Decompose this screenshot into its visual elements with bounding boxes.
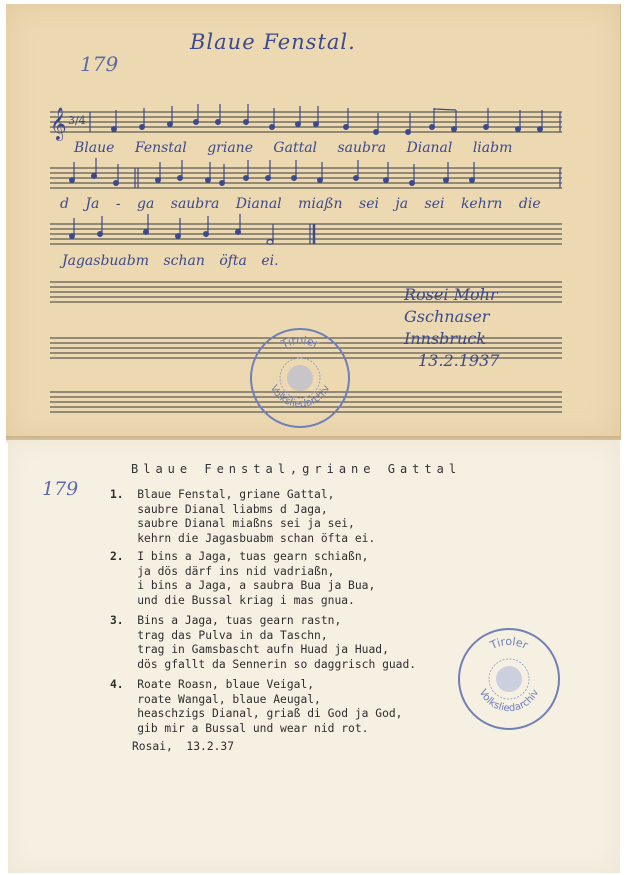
verse-line: ja dös därf ins nid vadriaßn, bbox=[137, 564, 335, 578]
verse-line: saubre Dianal liabms d Jaga, bbox=[137, 502, 328, 516]
stamp-eagle-icon bbox=[460, 630, 558, 728]
verse-line: trag in Gamsbascht aufn Huad ja Huad, bbox=[137, 643, 389, 657]
verse-number: 1. bbox=[110, 488, 124, 501]
typed-title: Blaue Fenstal,griane Gattal bbox=[131, 462, 462, 476]
signature-line-1: Rosei Mohr bbox=[404, 285, 498, 304]
lyrics-line-1: Blaue Fenstal griane Gattal saubra Dianal liabm bbox=[74, 140, 513, 156]
catalog-number-handwritten-bottom: 179 bbox=[42, 478, 79, 500]
stamp-text-bottom: Volksliedarchiv bbox=[267, 383, 333, 411]
signature-line-2: Gschnaser bbox=[404, 307, 490, 326]
verse-line: roate Wangal, blaue Aeugal, bbox=[137, 692, 321, 706]
verse-line: Blaue Fenstal, griane Gattal, bbox=[137, 488, 335, 501]
verse-line: saubre Dianal miaßns sei ja sei, bbox=[137, 517, 355, 531]
svg-text:Tiroler bbox=[487, 635, 530, 652]
archive-stamp-top bbox=[250, 328, 350, 428]
typed-closing-date: Rosai, 13.2.37 bbox=[132, 740, 235, 753]
archive-stamp-bottom bbox=[458, 628, 560, 730]
lyrics-line-3: Jagasbuabm schan öfta ei. bbox=[62, 253, 279, 269]
notes-staff-1 bbox=[90, 104, 560, 134]
verse-4 bbox=[110, 678, 402, 736]
verse-line: i bins a Jaga, a saubra Bua ja Bua, bbox=[137, 579, 376, 593]
verse-line: Bins a Jaga, tuas gearn rastn, bbox=[137, 614, 342, 627]
signature-line-3: Innsbruck bbox=[404, 329, 486, 348]
stamp-eagle-icon bbox=[252, 330, 348, 426]
stamp-text-bottom: Volksliedarchiv bbox=[476, 687, 542, 715]
handwritten-title: Blaue Fenstal. bbox=[190, 30, 356, 54]
catalog-number-handwritten: 179 bbox=[80, 52, 119, 76]
verse-number: 2. bbox=[110, 550, 124, 563]
verse-line: heaschzigs Dianal, griaß di God ja God, bbox=[137, 707, 403, 721]
verse-1 bbox=[110, 488, 375, 546]
lyrics-line-2: d Ja - ga saubra Dianal miaßn sei ja sei kehrn die bbox=[60, 196, 541, 212]
verse-line: dös gfallt da Sennerin so daggrisch guad. bbox=[137, 657, 417, 671]
verse-2 bbox=[110, 550, 375, 608]
stamp-text-top: Tiroler bbox=[279, 333, 322, 352]
verse-number: 3. bbox=[110, 614, 124, 627]
stamp-text-top: Tiroler bbox=[488, 634, 531, 653]
verse-line: kehrn die Jagasbuabm schan öfta ei. bbox=[137, 531, 376, 545]
verse-number: 4. bbox=[110, 678, 124, 691]
verse-3 bbox=[110, 614, 416, 672]
treble-clef-icon: 𝄞 bbox=[50, 107, 67, 140]
verse-line: und die Bussal kriag i mas gnua. bbox=[137, 593, 355, 607]
time-signature-icon: 3/4 bbox=[68, 114, 86, 127]
signature-date: 13.2.1937 bbox=[418, 351, 500, 370]
verse-line: I bins a Jaga, tuas gearn schiaßn, bbox=[137, 550, 369, 563]
svg-text:Tiroler bbox=[278, 334, 321, 351]
verse-line: trag das Pulva in da Taschn, bbox=[137, 628, 328, 642]
verse-line: Roate Roasn, blaue Veigal, bbox=[137, 678, 315, 691]
verse-line: gib mir a Bussal und wear nid rot. bbox=[137, 721, 369, 735]
